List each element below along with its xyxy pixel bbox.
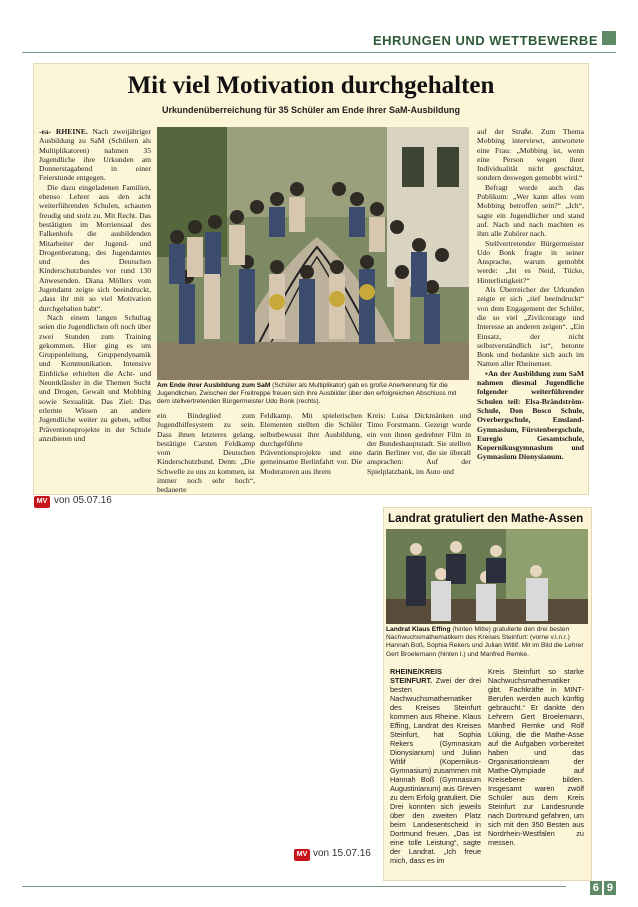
source-date: von 15.07.16 xyxy=(313,848,371,859)
mv-logo: MV xyxy=(34,496,50,508)
caption-text: (Schüler als Multiplikator) gab es große Anerkennung für die Jugendlichen. Zwischen der Freitreppe freuen sich ihre Ausbilder über den erfolgreichen Abschluss mit dem stellvertretenden Bürgermeister Udo Bonk (rechts). xyxy=(157,382,457,406)
article-1-column-3 xyxy=(260,411,362,476)
mv-logo: MV xyxy=(294,849,310,861)
article-2-headline: Landrat gratuliert den Mathe-Assen xyxy=(388,512,584,525)
caption-lead: Am Ende ihrer Ausbildung zum SaM xyxy=(157,382,271,389)
caption-text: (hinten Mitte) gratulierte den drei besten Nachwuchsmathematikern des Kreises Steinfurt: (vorne v.l.n.r.) Hannah Boß, Sophia Rekers und Julian Witlif. Mit im Bild die Lehrer Gert Broelemann (hinten l.) und Manfred Remke. xyxy=(386,626,584,658)
paragraph: Die dazu eingeladenen Familien, ebenso Lehrer aus den acht weiterführenden Schulen, schauten freudig und stolz zu. Mit Recht. Das bestätigten im Morriensaal des Falkenhofs die ausbildenden Mitarbeiter der Jugend- und Drogenberatung, des Jugendamtes und des Deutschen Kinderschutzbundes vor rund 130 Anwesenden. Diana Möllers vom Jugendamt zeigte sich beeindruckt, „dass ihr mit so viel Motivation durchgehalten habt“. xyxy=(39,182,151,313)
photo-2-caption xyxy=(386,626,588,659)
article-1-column-1 xyxy=(39,127,151,443)
paragraph: Feldkamp. Mit spielerischen Elementen stellten die Schüler selbstbewusst ihre Ausbildung, durchgeführte Präventionsprojekte und eine gemeinsame Berlinfahrt vor. Die Moderatoren aus ihrem xyxy=(260,411,362,476)
paragraph: auf der Straße. Zum Thema Mobbing interviewt, antwortete eine Frau: „Mobbing ist, wenn eine Person wegen ihrer Individualität nicht geschätzt, sondern deswegen gemobbt wird.“ xyxy=(477,127,584,183)
article-1-column-5 xyxy=(477,127,584,462)
paragraph: Befragt wurde auch das Publikum: „Wer kann alles vom Mobbing betroffen sein?“ „Ich“, sagte ein Jugendlicher und stand auf. Nach und nach machten es ihm alle Zuhörer nach. xyxy=(477,182,584,239)
paragraph: ▪An der Ausbildung zum SaM nahmen diesmal Jugendliche folgender weiterführender Schulen teil: Elsa-Brändström-Schule, Don Bosco Schule, Overbergschule, Emsland-Gymnasium, Fürstenbergschule, Euregio Gesamtschule, Kopernikusgymnasium und Gymnasium Dionysianum. xyxy=(477,368,584,462)
bottom-rule xyxy=(22,886,566,887)
group-photo-image xyxy=(157,127,469,380)
page-digit: 9 xyxy=(604,881,616,895)
article-2-column-1 xyxy=(390,667,481,865)
top-rule xyxy=(22,52,616,53)
dateline: -ea- RHEINE. xyxy=(39,127,88,136)
group-photo xyxy=(157,127,469,380)
paragraph: Stellvertretender Bürgermeister Udo Bonk fragte in seiner Ansprache, warum gemobbt werde: „Ist es Neid, Tücke, Hinterlistigkeit?“ xyxy=(477,238,584,285)
section-title: EHRUNGEN UND WETTBEWERBE xyxy=(372,33,598,48)
paragraph: Als Überreicher der Urkunden zeigte er sich „tief beeindruckt“ von dem Engagement der Schüler, die so viel „Zivilcourage und Interesse an anderen zeigen“. „Ein Einsatz, der nicht selbstverständlich ist“, betonte Bonk und bedankte sich auch im Namen aller Rheinenser. xyxy=(477,285,584,369)
article-1-column-2 xyxy=(157,411,255,495)
article-1-column-4 xyxy=(367,411,471,476)
caption-lead: Landrat Klaus Effing xyxy=(386,626,451,633)
photo-1-caption xyxy=(157,382,469,407)
paragraph: Kreis Steinfurt so starke Nachwuchsmathematiker gibt. Fachkräfte in MINT-Berufen werden auch künftig gebraucht.“ Er dankte den Lehrern Gert Broelemann, Manfred Remke und Rolf Lüking, die die Mathe-Asse auf die Aufgaben vorbereitet haben und das Organisationsteam der Mathe-Olympiade auf Kreisebene bilden. Insgesamt waren zwölf Schüler aus dem Kreis Steinfurt zur Landesrunde nach Dortmund gefahren, um sich mit den 350 Besten aus Nordrhein-Westfalen zu messen. xyxy=(488,667,584,847)
source-date: von 05.07.16 xyxy=(54,495,112,506)
article-2-column-2 xyxy=(488,667,584,847)
paragraph: Nach zweijähriger Ausbildung zu SaM (Schülern als Multiplikatoren) nahmen 35 Jugendliche ihre Urkunden am Donnerstagabend in einer Feierstunde entgegen. xyxy=(39,127,152,183)
mathe-photo xyxy=(386,529,588,624)
article-1-headline: Mit viel Motivation durchgehalten xyxy=(127,72,495,99)
article-1-subhead: Urkundenüberreichung für 35 Schüler am Ende ihrer SaM-Ausbildung xyxy=(161,105,461,115)
paragraph: ein Bindeglied zum Jugendhilfesystem zu sein. Dass ihnen letzteres gelang, bestätigte Carsten Feldkamp vom Deutschen Kinderschutzbund. Denn: „Die Schwelle zu uns zu kommen, ist immer noch sehr hoch“, bedauerte xyxy=(157,411,255,495)
dateline: RHEINE/KREIS STEINFURT. xyxy=(390,667,442,685)
page-digit: 6 xyxy=(590,881,602,895)
page-number xyxy=(588,881,616,895)
paragraph: Kreis: Luisa Dickmänken und Timo Forstmann. Gezeigt wurde ein von ihnen gedrehter Film in der Bundeshauptstadt. Sie stellten darin Berliner vor, die sie überall ansprachen: Auf der Spielplatzbank, im Auto und xyxy=(367,411,471,476)
section-marker xyxy=(602,31,616,45)
paragraph: Zwei der drei besten Nachwuchsmathematiker des Kreises Steinfurt kommen aus Rheine. Klaus Effing, Landrat des Kreises Steinfurt, hat Sophia Rekers (Gymnasium Dionysianum) und Julian Witlif (Kopernikus-Gymnasium) zusammen mit Hannah Boß (Gymnasium Augustinianum) aus Greven zu dem Erfolg gratuliert. Die Drei konnten sich jeweils über den zweiten Platz beim Landesentscheid in Dortmund freuen. „Das ist eine tolle Leistung“, sagte der Landrat. „Ich freue mich, dass es im xyxy=(390,676,481,865)
paragraph: Nach einem langen Schultag seien die Jugendlichen oft noch über zwei Stunden zum Training gekommen. Hier ging es um Gruppenleitung, Gruppendynamik und Kommunikation. Intensive Einblicke erhielten die Acht- und Neuntklässler in die Themen Sucht und Drogen, Gewalt und Mobbing sowie Sexualität. Das Ziel: Das erlernte Wissen an andere Jugendliche weiter zu geben, selbst Präventionsprojekte in der Schule anzubieten und xyxy=(39,312,151,443)
mathe-photo-image xyxy=(386,529,588,624)
